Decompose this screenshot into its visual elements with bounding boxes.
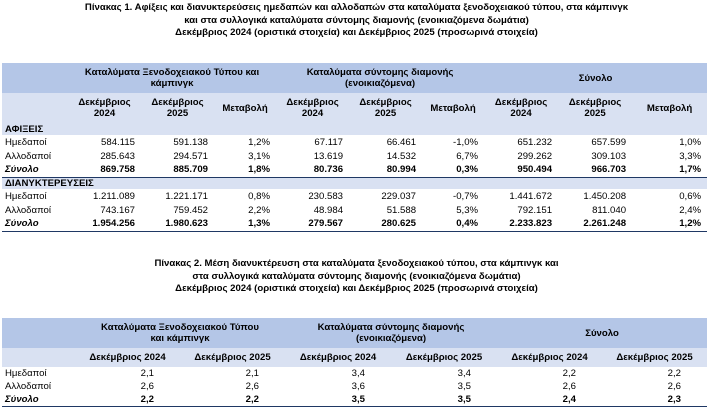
table1-subheader: Μεταβολή <box>632 93 707 123</box>
table-cell: 3,1% <box>248 150 271 162</box>
table-cell: 66.461 <box>386 136 417 148</box>
table2-group-total: Σύνολο <box>497 318 707 348</box>
table2-subheader: Δεκέμβριος 2025 <box>180 348 285 367</box>
table-cell: 67.117 <box>314 136 344 148</box>
table2-caption-line2: στα συλλογικά καταλύματα σύντομης διαμονής (ενοικιαζόμενα δωμάτια) <box>192 270 521 282</box>
table-cell: 1,8% <box>214 163 276 177</box>
table-cell: 13.619 <box>313 150 344 162</box>
table-row-total <box>2 393 707 406</box>
table1-subheader: Μεταβολή <box>422 93 484 123</box>
row-label: Αλλοδαποί <box>5 150 52 162</box>
table-cell: 0,8% <box>248 190 271 202</box>
table2-group-hotels: Καταλύματα Ξενοδοχειακού Τύπου και κάμπινγκ <box>75 318 285 348</box>
table1-caption <box>0 2 713 40</box>
table-cell: 2,1 <box>140 368 154 379</box>
table-cell: 1.211.089 <box>93 190 135 202</box>
table-cell: 811.040 <box>592 204 627 216</box>
table-cell: 0,6% <box>679 190 702 202</box>
table1-caption-line3: Δεκέμβριος 2024 (οριστικά στοιχεία) και Δεκέμβριος 2025 (προσωρινά στοιχεία) <box>175 27 538 39</box>
table-cell: 80.736 <box>276 163 349 177</box>
table1-subheader: Δεκέμβριος 2024 <box>68 93 141 123</box>
table1-section-title: ΔΙΑΝΥΚΤΕΡΕΥΣΕΙΣ <box>2 177 707 189</box>
table-cell: 651.232 <box>517 136 553 148</box>
table-cell: 2,6 <box>562 381 577 392</box>
table-cell: 1.450.208 <box>583 190 627 202</box>
table-cell: 2.261.248 <box>558 217 632 231</box>
table-cell: 2,2 <box>75 393 180 406</box>
row-label: Ημεδαποί <box>5 190 47 202</box>
table1-group-total: Σύνολο <box>484 63 707 93</box>
table1-subheader: Μεταβολή <box>214 93 276 123</box>
table2-subheader-row <box>2 348 707 367</box>
table-cell: 285.643 <box>100 150 135 162</box>
row-label: Ημεδαποί <box>5 368 47 379</box>
table-row <box>2 149 707 163</box>
table-cell: 294.571 <box>173 150 208 162</box>
table-cell: 1,2% <box>248 136 271 148</box>
table-cell: 869.758 <box>68 163 141 177</box>
table1-subheader: Δεκέμβριος 2025 <box>558 93 632 123</box>
table-cell: 279.567 <box>276 217 349 231</box>
table-cell: 80.994 <box>349 163 422 177</box>
table2-corner-cell <box>2 318 75 348</box>
table1 <box>2 63 707 232</box>
table-cell: 1,3% <box>214 217 276 231</box>
table2-subheader: Δεκέμβριος 2024 <box>75 348 180 367</box>
table-cell: 48.984 <box>313 204 344 216</box>
table-cell: 1.954.256 <box>68 217 141 231</box>
table-cell: 2,6 <box>140 381 154 392</box>
table-cell: 584.115 <box>101 136 135 148</box>
table1-section-title: ΑΦΙΞΕΙΣ <box>2 123 707 135</box>
table-cell: 1.980.623 <box>141 217 214 231</box>
table-cell: 1.441.672 <box>509 190 553 202</box>
table-row-total <box>2 217 707 231</box>
table1-group-short-stay: Καταλύματα σύντομης διαμονής (ενοικιαζόμενα) <box>276 63 484 93</box>
table-cell: 2,3 <box>602 393 707 406</box>
table-cell: 2,6 <box>667 381 682 392</box>
table1-subheader: Δεκέμβριος 2024 <box>484 93 558 123</box>
table-cell: 657.599 <box>591 136 627 148</box>
table-cell: 2,2 <box>562 368 577 379</box>
table-cell: 950.494 <box>484 163 558 177</box>
table-cell: 2,2% <box>248 204 271 216</box>
table-cell: 2,2 <box>667 368 682 379</box>
table-cell: 2,4% <box>679 204 702 216</box>
table-cell: -0,7% <box>453 190 479 202</box>
table2-group-short-stay: Καταλύματα σύντομης διαμονής (ενοικιαζόμενα) <box>285 318 497 348</box>
table-row <box>2 367 707 380</box>
table2-caption-line3: Δεκέμβριος 2024 (οριστικά στοιχεία) και Δεκέμβριος 2025 (προσωρινά στοιχεία) <box>175 283 538 295</box>
table-cell: 3,4 <box>351 368 365 379</box>
table-cell: 3,5 <box>457 381 472 392</box>
table1-subheader-row <box>2 93 707 123</box>
table-cell: 14.532 <box>386 150 417 162</box>
table1-caption-line2: και στα συλλογικά καταλύματα σύντομης διαμονής (ενοικιαζόμενα δωμάτια) <box>184 14 529 26</box>
table-cell: 6,7% <box>456 150 479 162</box>
table-cell: 3,5 <box>391 393 497 406</box>
table-cell: 3,3% <box>679 150 702 162</box>
table-cell: 229.037 <box>381 190 417 202</box>
table-cell: 1.221.171 <box>165 190 208 202</box>
row-label: Αλλοδαποί <box>5 381 52 392</box>
table2 <box>2 318 707 407</box>
table-row <box>2 203 707 217</box>
table-cell: 885.709 <box>141 163 214 177</box>
table-row <box>2 135 707 149</box>
table-cell: 230.583 <box>308 190 344 202</box>
table-cell: 2.233.823 <box>484 217 558 231</box>
row-label: Αλλοδαποί <box>5 204 52 216</box>
table-cell: 966.703 <box>558 163 632 177</box>
row-label: Σύνολο <box>2 163 68 177</box>
table1-group-header-row <box>2 63 707 93</box>
table2-subheader: Δεκέμβριος 2025 <box>602 348 707 367</box>
table-cell: 3,6 <box>351 381 365 392</box>
table1-corner-cell <box>2 63 68 93</box>
table-row-total <box>2 163 707 177</box>
table1-section-row <box>2 177 707 189</box>
table-cell: 2,4 <box>497 393 602 406</box>
table-cell: 1,2% <box>632 217 707 231</box>
table-row <box>2 189 707 203</box>
table-cell: 591.138 <box>173 136 208 148</box>
table-cell: 3,4 <box>457 368 472 379</box>
table-cell: 0,4% <box>422 217 484 231</box>
table2-caption-line1: Πίνακας 2. Μέση διανυκτέρευση στα καταλύματα ξενοδοχειακού τύπου, στα κάμπινγκ και <box>154 258 559 269</box>
table1-subheader: Δεκέμβριος 2025 <box>349 93 422 123</box>
table-cell: 309.103 <box>591 150 627 162</box>
table-cell: 2,1 <box>245 368 259 379</box>
table-cell: 1,0% <box>679 136 702 148</box>
table-cell: 3,5 <box>285 393 391 406</box>
table-cell: 2,2 <box>180 393 285 406</box>
table-cell: 759.452 <box>173 204 208 216</box>
table-cell: 299.262 <box>517 150 553 162</box>
table1-subheader: Δεκέμβριος 2024 <box>276 93 349 123</box>
table1-caption-line1: Πίνακας 1. Αφίξεις και διανυκτερεύσεις ημεδαπών και αλλοδαπών στα καταλύματα ξενοδοχειακού τύπου, στα κάμπινγκ <box>84 2 629 13</box>
table-cell: 2,6 <box>245 381 259 392</box>
row-label: Ημεδαποί <box>5 136 47 148</box>
table1-subheader: Δεκέμβριος 2025 <box>141 93 214 123</box>
table2-subheader: Δεκέμβριος 2025 <box>391 348 497 367</box>
row-label: Σύνολο <box>2 393 75 406</box>
row-label: Σύνολο <box>2 217 68 231</box>
table-cell: 1,7% <box>632 163 707 177</box>
table1-group-hotels: Καταλύματα Ξενοδοχειακού Τύπου και κάμπινγκ <box>68 63 276 93</box>
table-cell: 743.167 <box>100 204 135 216</box>
table2-group-header-row <box>2 318 707 348</box>
table-cell: -1,0% <box>453 136 479 148</box>
table-row <box>2 380 707 393</box>
table2-subheader: Δεκέμβριος 2024 <box>497 348 602 367</box>
table-cell: 51.588 <box>386 204 417 216</box>
table-cell: 280.625 <box>349 217 422 231</box>
table-cell: 792.151 <box>517 204 553 216</box>
table-cell: 0,3% <box>422 163 484 177</box>
table2-subheader: Δεκέμβριος 2024 <box>285 348 391 367</box>
table1-section-row <box>2 123 707 135</box>
table2-caption <box>0 258 713 296</box>
table-cell: 5,3% <box>456 204 479 216</box>
